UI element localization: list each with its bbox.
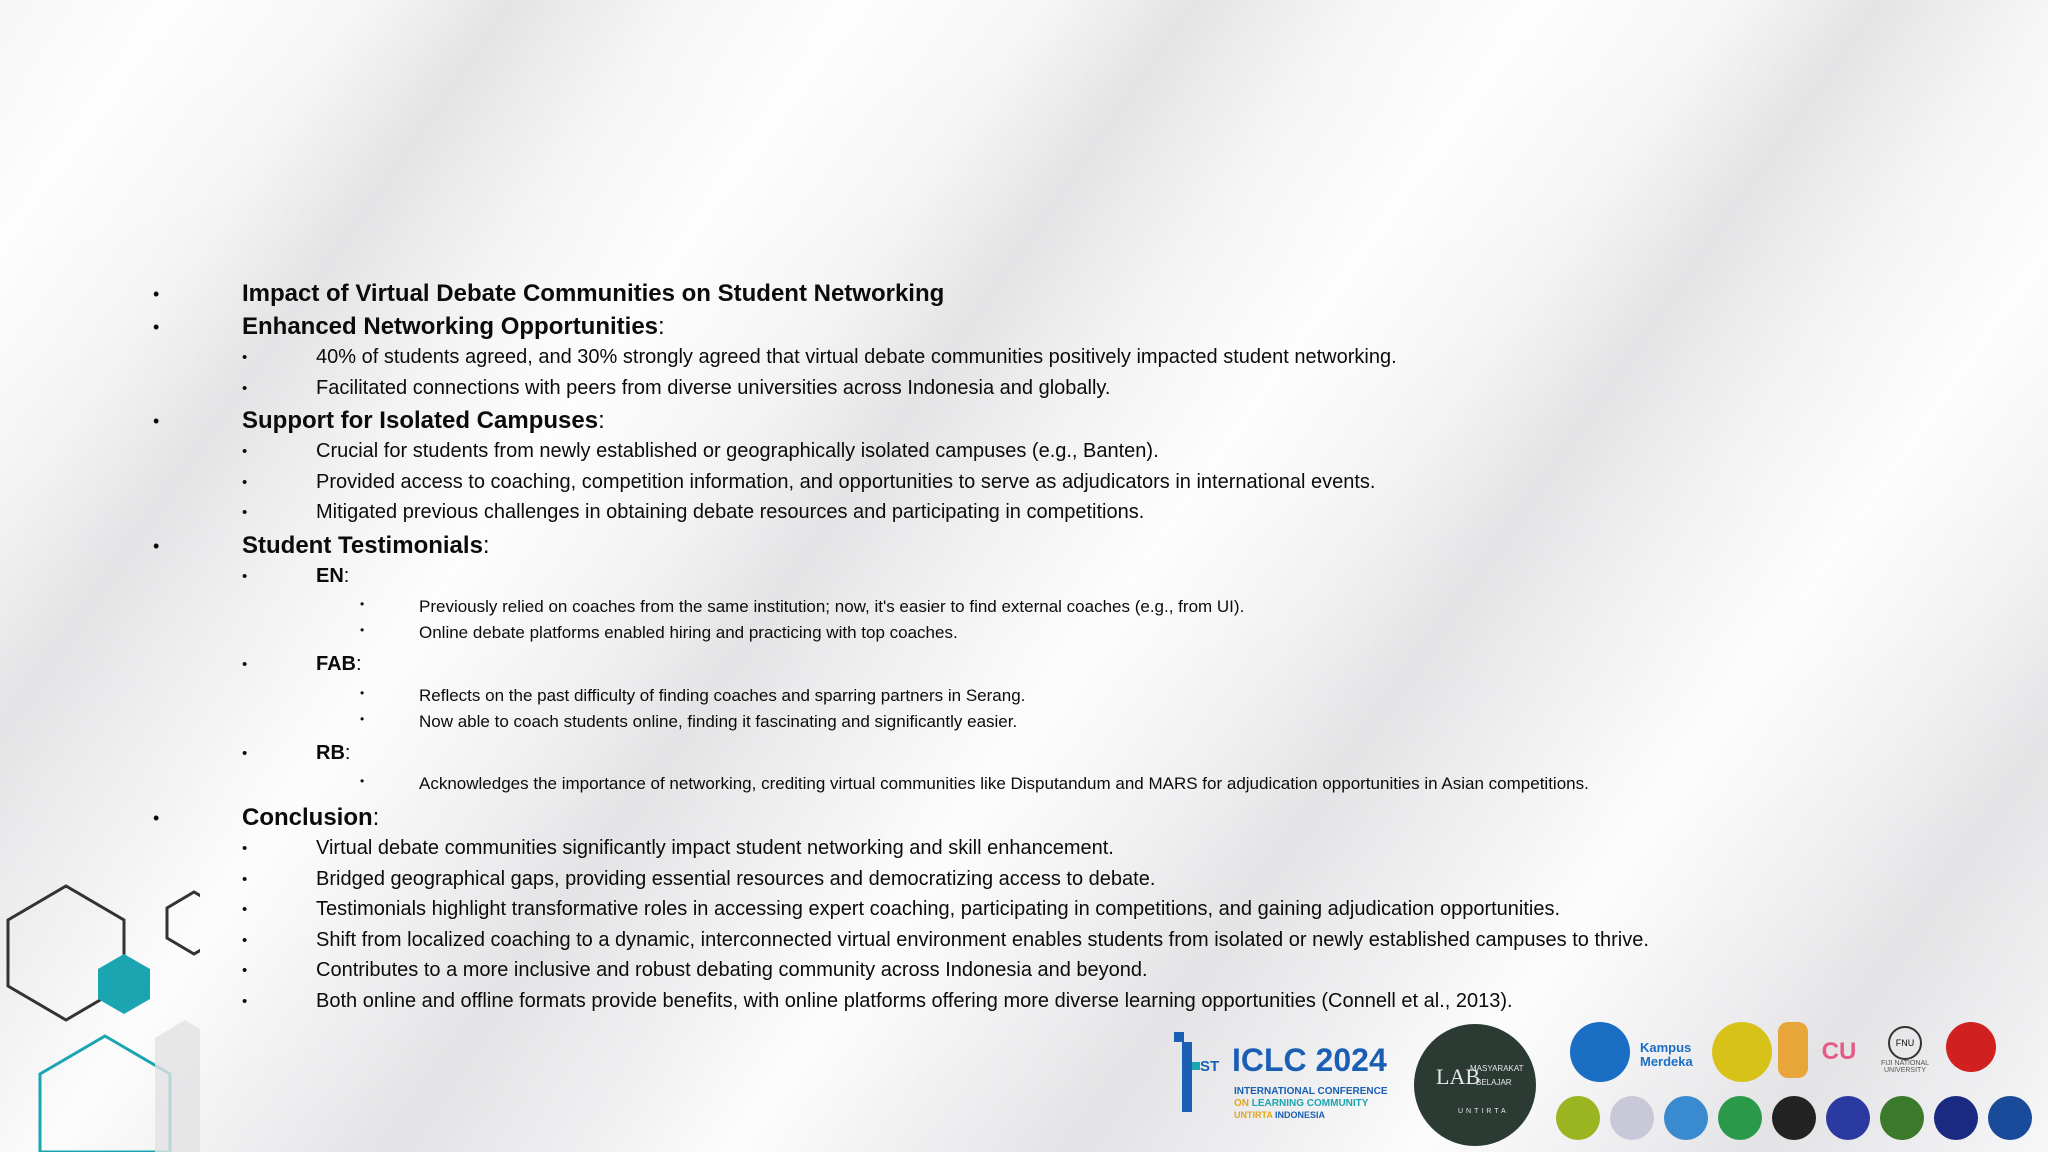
fiji-logo (1870, 1022, 1940, 1082)
bullet-item-level-2 (150, 501, 2010, 532)
bullet-icon: • (242, 931, 248, 949)
university-emblem-icon (1570, 1022, 1630, 1082)
bullet-body: Reflects on the past difficulty of finding coaches and sparring partners in Serang. (419, 685, 1026, 705)
bullet-text (242, 532, 490, 560)
bullet-item-level-2 (150, 837, 2010, 868)
bullet-item-level-3 (150, 710, 2010, 736)
iclc-line2 (1234, 1098, 1368, 1109)
bullet-item-level-2 (150, 565, 2010, 596)
partner-logos-row-2 (1556, 1096, 2032, 1140)
bullet-body: Now able to coach students online, finding it fascinating and significantly easier. (419, 711, 1018, 731)
bullet-text (419, 623, 958, 643)
bullet-icon: • (153, 808, 160, 828)
bullet-heading: FAB (316, 653, 356, 675)
bullet-body: Virtual debate communities significantly impact student networking and skill enhancement. (316, 837, 1114, 859)
bullet-body: Facilitated connections with peers from diverse universities across Indonesia and globally. (316, 376, 1111, 399)
bullet-text (419, 712, 1017, 732)
lab-logo-text2: BELAJAR (1476, 1078, 1512, 1087)
bullet-heading: Conclusion (242, 804, 373, 831)
lab-logo-bottom: UNTIRTA (1458, 1108, 1509, 1115)
bullet-item-level-2 (150, 990, 2010, 1021)
bullet-heading: Impact of Virtual Debate Communities on Student Networking (242, 280, 945, 307)
bullet-body: Both online and offline formats provide benefits, with online platforms offering more diverse learning opportunities (Connell et al., 2013). (316, 989, 1513, 1012)
partner-seal-8-icon (1934, 1096, 1978, 1140)
bullet-icon: • (360, 597, 365, 611)
fiji-logo-abbr: FNU (1888, 1026, 1922, 1060)
bullet-icon: • (242, 744, 248, 762)
partner-logos-row-1 (1570, 1022, 1996, 1082)
bullet-icon: • (242, 962, 248, 979)
bullet-item-level-2 (150, 898, 2010, 929)
bullet-item-level-2 (150, 471, 2010, 502)
bullet-body: Shift from localized coaching to a dynamic, interconnected virtual environment enables students from isolated or newly established campuses to thrive. (316, 928, 1649, 951)
bullet-item-level-1 (150, 804, 2010, 837)
bullet-body: Mitigated previous challenges in obtaining debate resources and participating in competitions. (316, 501, 1145, 523)
bullet-item-level-2 (150, 929, 2010, 960)
bullet-text (242, 804, 379, 832)
bullet-heading: EN (316, 564, 344, 587)
bullet-item-level-1 (150, 532, 2010, 565)
fiji-logo-line1: FIJI NATIONAL (1880, 1060, 1930, 1067)
slide-content (150, 280, 2010, 1020)
bullet-heading: Enhanced Networking Opportunities (242, 313, 659, 340)
bullet-icon: • (242, 443, 248, 460)
bullet-item-level-3 (150, 595, 2010, 621)
bullet-body: Crucial for students from newly established or geographically isolated campuses (e.g., Banten). (316, 440, 1159, 462)
bullet-item-level-3 (150, 621, 2010, 647)
bullet-item-level-2 (150, 346, 2010, 377)
bullet-icon: • (242, 349, 248, 366)
iclc-line3-untirta: UNTIRTA (1234, 1110, 1273, 1120)
bullet-body: Online debate platforms enabled hiring and practicing with top coaches. (419, 623, 958, 642)
hexagon-teal-outline (40, 1036, 170, 1152)
bullet-icon: • (153, 284, 160, 304)
partner-seal-7-icon (1880, 1096, 1924, 1140)
bullet-text (316, 868, 1155, 891)
bullet-icon: • (360, 711, 365, 726)
bullet-icon: • (242, 992, 248, 1010)
bullet-body: : (343, 564, 350, 587)
iclc-title: ICLC 2024 (1232, 1042, 1387, 1078)
bullet-item-level-1 (150, 313, 2010, 346)
partner-seal-1-icon (1556, 1096, 1600, 1140)
bullet-text (316, 471, 1376, 494)
bullet-text (316, 837, 1114, 860)
bullet-text (316, 929, 1649, 952)
bullet-item-level-2 (150, 377, 2010, 408)
bullet-text (316, 990, 1513, 1013)
bullet-heading: Support for Isolated Campuses (242, 407, 599, 434)
bullet-icon: • (242, 870, 248, 888)
bullet-icon: • (242, 567, 248, 585)
bullet-body: : (598, 407, 605, 434)
bullet-body: 40% of students agreed, and 30% strongly agreed that virtual debate communities positively impacted student networking. (316, 346, 1397, 368)
bullet-icon: • (242, 656, 248, 673)
bullet-icon: • (360, 685, 365, 700)
iclc-line2-on: ON (1234, 1098, 1249, 1109)
bullet-body: Contributes to a more inclusive and robust debating community across Indonesia and beyond. (316, 959, 1148, 981)
bullet-body: Previously relied on coaches from the same institution; now, it's easier to find external coaches (e.g., from UI). (419, 597, 1245, 616)
bullet-body: : (658, 313, 665, 340)
bullet-body: Acknowledges the importance of networking, crediting virtual communities like Disputandum and MARS for adjudication opportunities in Asian competitions. (419, 774, 1589, 793)
partner-seal-6-icon (1826, 1096, 1870, 1140)
kampus-merdeka-line2: Merdeka (1640, 1054, 1693, 1069)
bullet-icon: • (360, 623, 365, 637)
bullet-heading: Student Testimonials (242, 531, 483, 559)
bullet-text (316, 440, 1159, 463)
bullet-body: Bridged geographical gaps, providing essential resources and democratizing access to debate. (316, 867, 1156, 890)
bullet-item-level-2 (150, 742, 2010, 773)
bullet-icon: • (242, 840, 248, 857)
bullet-body: : (482, 531, 490, 559)
iclc-line2-rest: LEARNING COMMUNITY (1251, 1098, 1369, 1109)
lab-logo-letters: LAB (1436, 1064, 1480, 1089)
iclc-prefix: ST (1200, 1058, 1220, 1075)
partner-seal-5-icon (1772, 1096, 1816, 1140)
bullet-text (419, 686, 1025, 706)
kampus-merdeka-line1: Kampus (1640, 1040, 1692, 1055)
bullet-icon: • (153, 411, 160, 431)
bullet-item-level-2 (150, 440, 2010, 471)
iclc-line3 (1234, 1110, 1325, 1120)
bullet-text (419, 774, 1589, 794)
cu-logo: CU (1821, 1038, 1857, 1065)
bullet-text (316, 377, 1110, 400)
kampus-merdeka-logo (1636, 1022, 1706, 1082)
bullet-item-level-3 (150, 772, 2010, 798)
bullet-text (316, 346, 1397, 369)
footer-logos (1160, 1020, 2048, 1152)
bullet-text (242, 407, 605, 435)
bullet-body: : (372, 804, 380, 831)
bullet-body: Testimonials highlight transformative roles in accessing expert coaching, participating in competitions, and gaining adjudication opportunities. (316, 898, 1561, 920)
hexagon-teal-filled (98, 954, 150, 1014)
bullet-item-level-1 (150, 280, 2010, 313)
iclc-line1: INTERNATIONAL CONFERENCE (1234, 1086, 1388, 1097)
university-seal-icon (1712, 1022, 1772, 1082)
lab-logo (1414, 1024, 1536, 1146)
fiji-logo-line2: UNIVERSITY (1883, 1067, 1926, 1074)
bullet-icon: • (153, 317, 160, 337)
bullet-icon: • (153, 535, 160, 556)
bullet-icon: • (242, 901, 248, 918)
bullet-text (316, 742, 350, 765)
bullet-body: : (344, 741, 351, 764)
partner-seal-3-icon (1664, 1096, 1708, 1140)
bullet-icon: • (242, 379, 248, 397)
bullet-icon: • (360, 774, 365, 788)
bullet-text (316, 565, 349, 588)
partner-seal-9-icon (1988, 1096, 2032, 1140)
lab-logo-text1: MASYARAKAT (1470, 1064, 1524, 1073)
statue-emblem-icon (1778, 1022, 1808, 1078)
bullet-text (316, 501, 1144, 524)
bullet-text (316, 959, 1148, 982)
bullet-text (419, 597, 1244, 617)
iclc-line3-rest: INDONESIA (1275, 1110, 1326, 1120)
bullet-body: : (356, 653, 362, 675)
bullet-heading: RB (316, 741, 345, 764)
bullet-text (242, 313, 665, 341)
bullet-text (316, 653, 362, 676)
partner-seal-2-icon (1610, 1096, 1654, 1140)
bullet-item-level-3 (150, 684, 2010, 710)
bullet-item-level-2 (150, 959, 2010, 990)
bullet-item-level-1 (150, 407, 2010, 440)
bullet-item-level-2 (150, 868, 2010, 899)
red-emblem-icon (1946, 1022, 1996, 1072)
bullet-body: Provided access to coaching, competition information, and opportunities to serve as adjudicators in international events. (316, 470, 1376, 493)
bullet-icon: • (242, 504, 248, 521)
bullet-text (316, 898, 1560, 921)
bullet-text (242, 280, 944, 308)
bullet-item-level-2 (150, 653, 2010, 684)
hexagon-grey-shadow (155, 1020, 200, 1152)
bullet-icon: • (242, 473, 248, 491)
partner-seal-4-icon (1718, 1096, 1762, 1140)
